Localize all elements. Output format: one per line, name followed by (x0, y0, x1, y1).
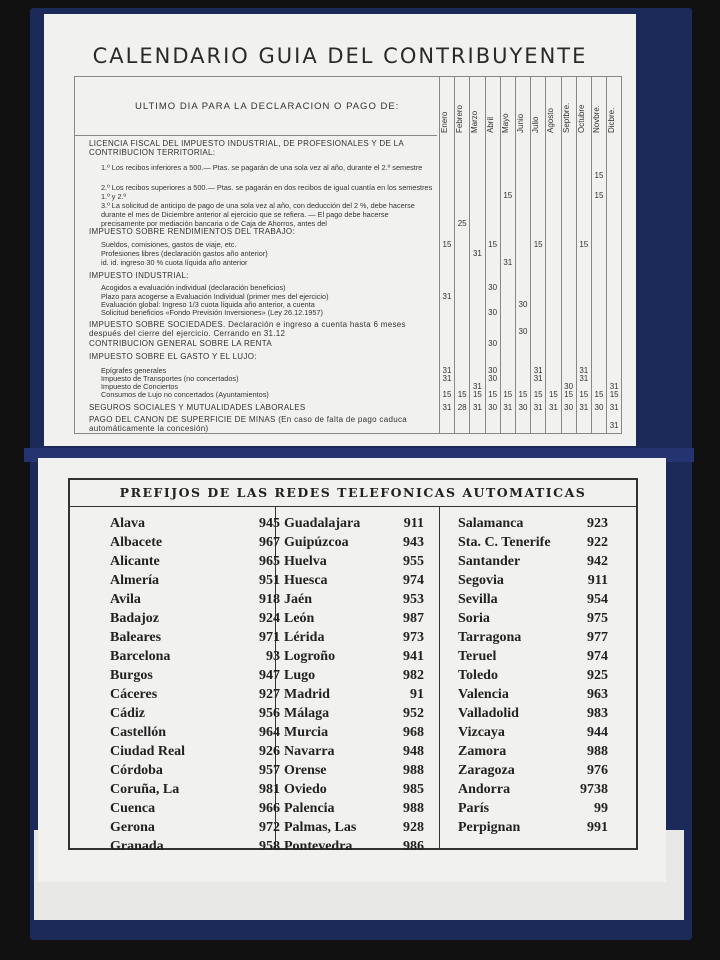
calendar-value: 31 (472, 403, 482, 412)
province-name: Alava (110, 516, 145, 531)
province-name: Sevilla (458, 592, 498, 607)
prefix-row (284, 666, 424, 685)
prefix-code: 943 (403, 535, 424, 550)
prefix-code: 945 (259, 516, 280, 531)
province-name: Segovia (458, 573, 504, 588)
prefix-code: 981 (259, 782, 280, 797)
province-name: Madrid (284, 687, 330, 702)
calendar-value: 31 (533, 403, 543, 412)
prefix-code: 966 (259, 801, 280, 816)
calendar-value: 30 (488, 283, 498, 292)
calendar-value: 15 (488, 240, 498, 249)
calendar-row-label: Profesiones libres (declaración gastos año anterior) (101, 249, 268, 258)
prefix-code: 926 (259, 744, 280, 759)
prefix-code: 911 (403, 516, 424, 531)
calendar-value: 15 (579, 240, 589, 249)
calendar-value: 30 (488, 339, 498, 348)
province-name: Palencia (284, 801, 335, 816)
prefix-row (458, 761, 608, 780)
calendar-row-label: 2.º Los recibos superiores a 500.— Ptas. se pagarán en dos recibos de igual cuantía en los semestres 1.º y 2.º (101, 183, 433, 201)
prefix-code: 968 (403, 725, 424, 740)
province-name: Almería (110, 573, 159, 588)
province-name: Palmas, Las (284, 820, 357, 835)
prefix-row (458, 780, 608, 799)
calendar-value: 30 (518, 327, 528, 336)
prefix-code: 958 (259, 839, 280, 854)
month-header: Julio (531, 116, 541, 133)
calendar-value: 30 (488, 403, 498, 412)
prefix-row (110, 647, 280, 666)
province-name: Valencia (458, 687, 509, 702)
month-header: Novbre. (592, 104, 601, 133)
calendar-value: 15 (503, 191, 513, 200)
calendar-value: 30 (564, 382, 574, 391)
prefix-row (284, 533, 424, 552)
prefix-code: 991 (587, 820, 608, 835)
province-name: Murcia (284, 725, 329, 740)
prefix-row (458, 628, 608, 647)
month-header: Dicbre. (607, 107, 617, 133)
province-name: Burgos (110, 668, 153, 683)
calendar-value: 30 (488, 308, 498, 317)
prefix-row (284, 780, 424, 799)
calendar-row-label: Impuesto de Transportes (no concertados) (101, 374, 239, 383)
province-name: Navarra (284, 744, 335, 759)
province-name: Granada (110, 839, 164, 854)
calendar-value: 31 (503, 258, 513, 267)
calendar-value: 30 (518, 403, 528, 412)
province-name: Alicante (110, 554, 160, 569)
prefixes-page (38, 458, 666, 882)
prefix-code: 975 (587, 611, 608, 626)
prefix-code: 988 (403, 801, 424, 816)
prefix-column (110, 514, 280, 856)
prefix-column (284, 514, 424, 856)
calendar-value: 31 (503, 403, 513, 412)
calendar-value: 15 (442, 390, 452, 399)
prefix-row (110, 837, 280, 856)
prefix-row (284, 590, 424, 609)
calendar-value: 15 (533, 390, 543, 399)
calendar-row-label: Epígrafes generales (101, 366, 167, 375)
prefix-row (458, 552, 608, 571)
prefix-row (458, 799, 608, 818)
prefix-code: 974 (403, 573, 424, 588)
month-header: Marzo (470, 110, 480, 133)
prefix-code: 967 (259, 535, 280, 550)
prefix-code: 925 (587, 668, 608, 683)
month-header: Octubre (576, 104, 586, 133)
calendar-value: 30 (518, 300, 528, 309)
province-name: Toledo (458, 668, 498, 683)
calendar-row-label: Impuesto de Conciertos (101, 382, 179, 391)
province-name: Málaga (284, 706, 330, 721)
prefix-code: 964 (259, 725, 280, 740)
prefix-row (110, 609, 280, 628)
prefix-row (458, 609, 608, 628)
calendar-value: 31 (609, 403, 619, 412)
prefix-row (284, 704, 424, 723)
province-name: Guadalajara (284, 516, 361, 531)
calendar-value: 31 (609, 421, 619, 430)
prefix-code: 954 (587, 592, 608, 607)
calendar-value: 31 (579, 403, 589, 412)
province-name: Huelva (284, 554, 327, 569)
prefix-code: 965 (259, 554, 280, 569)
calendar-value: 15 (472, 390, 482, 399)
prefix-code: 986 (403, 839, 424, 854)
calendar-header-rule (75, 135, 437, 136)
prefix-code: 9738 (580, 782, 608, 797)
province-name: Perpignan (458, 820, 521, 835)
province-name: Coruña, La (110, 782, 180, 797)
calendar-row-label: 3.º La solicitud de anticipo de pago de una sola vez al año, con deducción del 2 %, debe hacerse durante el mes de Diciembre anterior al ejercicio que se refiera. — El pago debe hacerse precisamente por mediación bancaria o de Caja de Ahorros, antes del (101, 201, 415, 228)
prefix-row (284, 761, 424, 780)
month-header: Agosto (546, 108, 556, 133)
prefix-code: 928 (403, 820, 424, 835)
calendar-page (44, 14, 636, 446)
prefix-row (110, 704, 280, 723)
province-name: Badajoz (110, 611, 159, 626)
prefix-row (284, 685, 424, 704)
month-header: Enero (440, 111, 449, 133)
calendar-value: 15 (594, 390, 604, 399)
prefix-code: 972 (259, 820, 280, 835)
calendar-value: 31 (579, 374, 589, 383)
prefix-code: 924 (259, 611, 280, 626)
prefix-row (284, 723, 424, 742)
prefix-code: 987 (403, 611, 424, 626)
province-name: Zaragoza (458, 763, 515, 778)
prefix-row (284, 647, 424, 666)
province-name: Baleares (110, 630, 162, 645)
calendar-value: 15 (503, 390, 513, 399)
prefix-row (110, 666, 280, 685)
prefix-code: 956 (259, 706, 280, 721)
prefix-row (110, 761, 280, 780)
calendar-row-label: LICENCIA FISCAL DEL IMPUESTO INDUSTRIAL, DE PROFESIONALES Y DE LA CONTRIBUCION TERRITORIAL: (89, 139, 404, 157)
calendar-row-label: 1.º Los recibos inferiores a 500.— Ptas. se pagarán de una sola vez al año, durante el 2.º semestre (101, 163, 423, 172)
calendar-value: 25 (457, 219, 467, 228)
prefix-code: 941 (403, 649, 424, 664)
prefix-code: 963 (587, 687, 608, 702)
calendar-row-label: Solicitud beneficios «Fondo Previsión Inversiones» (Ley 26.12.1957) (101, 308, 323, 317)
prefix-row (458, 514, 608, 533)
calendar-row-label: IMPUESTO SOBRE EL GASTO Y EL LUJO: (89, 352, 257, 361)
month-header: Septbre. (561, 102, 571, 133)
prefix-row (110, 514, 280, 533)
prefix-code: 942 (587, 554, 608, 569)
calendar-row-label: SEGUROS SOCIALES Y MUTUALIDADES LABORALES (89, 403, 306, 412)
prefixes-table (68, 478, 638, 854)
prefix-code: 918 (259, 592, 280, 607)
calendar-row-label: Consumos de Lujo no concertados (Ayuntamientos) (101, 390, 269, 399)
prefix-code: 955 (403, 554, 424, 569)
prefix-row (458, 647, 608, 666)
calendar-value: 15 (609, 390, 619, 399)
province-name: Huesca (284, 573, 328, 588)
prefix-code: 974 (587, 649, 608, 664)
province-name: Ciudad Real (110, 744, 186, 759)
calendar-value: 28 (457, 403, 467, 412)
province-name: Oviedo (284, 782, 327, 797)
province-name: París (458, 801, 490, 816)
prefix-code: 951 (259, 573, 280, 588)
province-name: Castellón (110, 725, 166, 740)
month-header: Junio (516, 113, 525, 133)
calendar-value: 31 (548, 403, 558, 412)
province-name: Cuenca (110, 801, 156, 816)
prefix-row (284, 552, 424, 571)
calendar-row-label: Sueldos, comisiones, gastos de viaje, etc. (101, 240, 237, 249)
calendar-value: 15 (442, 240, 452, 249)
prefix-code: 93 (266, 649, 280, 664)
prefix-row (110, 799, 280, 818)
calendar-value: 15 (518, 390, 528, 399)
prefix-row (458, 590, 608, 609)
prefix-row (284, 799, 424, 818)
prefix-row (110, 533, 280, 552)
calendar-value: 31 (533, 366, 543, 375)
month-header: Mayo (500, 113, 510, 133)
calendar-value: 31 (472, 382, 482, 391)
province-name: Cáceres (110, 687, 158, 702)
prefix-row (284, 742, 424, 761)
calendar-value: 31 (609, 382, 619, 391)
calendar-value: 30 (488, 374, 498, 383)
calendar-title: CALENDARIO GUIA DEL CONTRIBUYENTE (92, 44, 588, 68)
prefix-code: 973 (403, 630, 424, 645)
month-header: Abril (485, 116, 495, 133)
prefix-row (284, 837, 424, 856)
calendar-table (74, 76, 622, 434)
calendar-row-label: IMPUESTO SOBRE RENDIMIENTOS DEL TRABAJO: (89, 227, 295, 236)
calendar-value: 15 (488, 390, 498, 399)
province-name: Orense (284, 763, 327, 778)
province-name: Guipúzcoa (284, 535, 349, 550)
prefix-code: 985 (403, 782, 424, 797)
calendar-row-label: IMPUESTO INDUSTRIAL: (89, 271, 189, 280)
calendar-value: 15 (564, 390, 574, 399)
calendar-value: 30 (488, 366, 498, 375)
province-name: Logroño (284, 649, 336, 664)
province-name: Barcelona (110, 649, 171, 664)
province-name: Salamanca (458, 516, 524, 531)
calendar-value: 15 (457, 390, 467, 399)
calendar-value: 31 (442, 366, 452, 375)
calendar-value: 31 (472, 249, 482, 258)
province-name: Zamora (458, 744, 507, 759)
province-name: Santander (458, 554, 521, 569)
month-header: Febrero (455, 104, 465, 133)
prefix-row (110, 818, 280, 837)
prefix-row (110, 723, 280, 742)
prefix-code: 911 (587, 573, 608, 588)
province-name: Lérida (284, 630, 325, 645)
column-separator (439, 507, 440, 848)
province-name: Sta. C. Tenerife (458, 535, 551, 550)
province-name: Albacete (110, 535, 163, 550)
province-name: Vizcaya (458, 725, 505, 740)
prefix-code: 988 (587, 744, 608, 759)
prefix-row (284, 571, 424, 590)
prefix-row (458, 742, 608, 761)
prefix-row (110, 685, 280, 704)
province-name: Jaén (284, 592, 312, 607)
province-name: Avila (110, 592, 141, 607)
prefix-code: 948 (403, 744, 424, 759)
prefix-code: 91 (410, 687, 424, 702)
prefix-code: 927 (259, 687, 280, 702)
prefix-code: 923 (587, 516, 608, 531)
province-name: Cádiz (110, 706, 145, 721)
prefix-code: 971 (259, 630, 280, 645)
calendar-value: 15 (594, 171, 604, 180)
prefix-code: 977 (587, 630, 608, 645)
calendar-value: 15 (579, 390, 589, 399)
prefix-code: 976 (587, 763, 608, 778)
calendar-value: 31 (442, 292, 452, 301)
calendar-value: 31 (579, 366, 589, 375)
calendar-row-label: IMPUESTO SOBRE SOCIEDADES. Declaración e ingreso a cuenta hasta 6 meses después del cierre del ejercicio. Cerrando en 31.12 (89, 320, 406, 338)
prefix-row (458, 685, 608, 704)
prefix-row (284, 514, 424, 533)
prefix-column (458, 514, 608, 837)
calendar-value: 15 (548, 390, 558, 399)
prefix-code: 952 (403, 706, 424, 721)
province-name: Córdoba (110, 763, 163, 778)
calendar-row-label: Acogidos a evaluación individual (declaración beneficios) (101, 283, 286, 292)
prefix-row (284, 609, 424, 628)
prefix-row (458, 571, 608, 590)
prefix-code: 944 (587, 725, 608, 740)
province-name: Pontevedra (284, 839, 353, 854)
calendar-row-label: CONTRIBUCION GENERAL SOBRE LA RENTA (89, 339, 272, 348)
calendar-value: 31 (442, 374, 452, 383)
prefix-code: 982 (403, 668, 424, 683)
prefix-row (110, 552, 280, 571)
prefix-row (110, 571, 280, 590)
prefix-code: 947 (259, 668, 280, 683)
prefix-code: 99 (594, 801, 608, 816)
province-name: Teruel (458, 649, 497, 664)
prefix-row (284, 628, 424, 647)
calendar-value: 30 (564, 403, 574, 412)
prefix-row (458, 666, 608, 685)
prefix-row (110, 780, 280, 799)
calendar-value: 31 (533, 374, 543, 383)
prefix-row (458, 533, 608, 552)
prefix-row (110, 628, 280, 647)
province-name: Andorra (458, 782, 511, 797)
calendar-value: 15 (533, 240, 543, 249)
calendar-value: 31 (442, 403, 452, 412)
calendar-row-label: Plazo para acogerse a Evaluación Individual (primer mes del ejercicio) (101, 292, 329, 301)
prefix-row (458, 818, 608, 837)
calendar-value: 30 (594, 403, 604, 412)
prefix-row (458, 704, 608, 723)
calendar-row-label: id. id. ingreso 30 % cuota líquida año anterior (101, 258, 248, 267)
prefix-code: 988 (403, 763, 424, 778)
province-name: Valladolid (458, 706, 519, 721)
calendar-row-label: PAGO DEL CANON DE SUPERFICIE DE MINAS (En caso de falta de pago caduca automáticamente la concesión) (89, 415, 408, 433)
calendar-row-label: Evaluación global: Ingreso 1/3 cuota líquida año anterior, a cuenta (101, 300, 315, 309)
prefix-row (458, 723, 608, 742)
prefixes-title: PREFIJOS DE LAS REDES TELEFONICAS AUTOMATICAS (70, 480, 636, 507)
province-name: Gerona (110, 820, 155, 835)
province-name: Soria (458, 611, 490, 626)
prefix-row (284, 818, 424, 837)
calendar-value: 15 (594, 191, 604, 200)
province-name: Lugo (284, 668, 316, 683)
prefix-row (110, 590, 280, 609)
prefix-code: 957 (259, 763, 280, 778)
province-name: Tarragona (458, 630, 522, 645)
calendar-subtitle: ULTIMO DIA PARA LA DECLARACION O PAGO DE: (135, 101, 400, 112)
prefix-code: 922 (587, 535, 608, 550)
prefix-row (110, 742, 280, 761)
prefix-code: 983 (587, 706, 608, 721)
province-name: León (284, 611, 315, 626)
prefix-code: 953 (403, 592, 424, 607)
